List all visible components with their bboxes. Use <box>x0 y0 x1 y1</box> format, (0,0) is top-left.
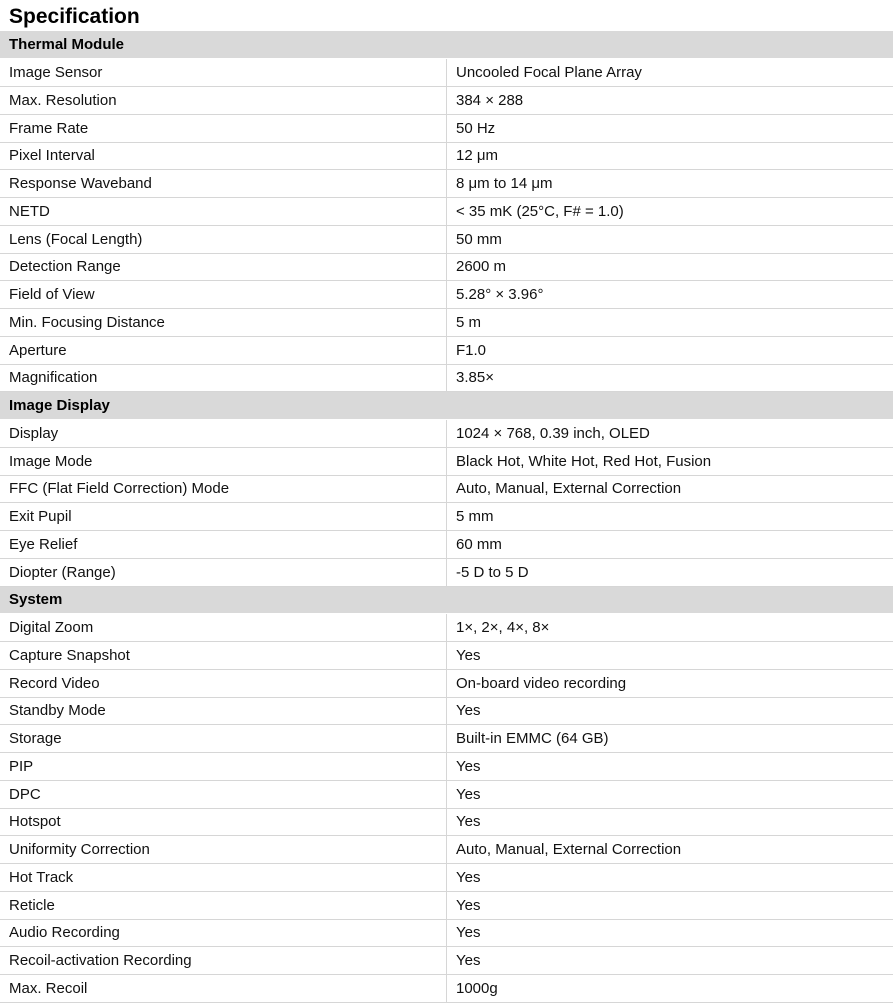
spec-label: DPC <box>0 780 447 808</box>
spec-row <box>0 142 893 170</box>
spec-label: Diopter (Range) <box>0 558 447 586</box>
spec-row <box>0 87 893 115</box>
spec-label: Reticle <box>0 891 447 919</box>
section-header-row <box>0 392 893 420</box>
spec-label: Pixel Interval <box>0 142 447 170</box>
spec-value: Yes <box>447 947 893 975</box>
spec-label: Digital Zoom <box>0 614 447 642</box>
section-header-row <box>0 586 893 614</box>
spec-label: Detection Range <box>0 253 447 281</box>
spec-row <box>0 309 893 337</box>
spec-value: Yes <box>447 780 893 808</box>
spec-value: 50 Hz <box>447 114 893 142</box>
spec-row <box>0 558 893 586</box>
spec-value: Yes <box>447 864 893 892</box>
spec-row <box>0 669 893 697</box>
spec-value: Auto, Manual, External Correction <box>447 475 893 503</box>
spec-label: Max. Resolution <box>0 87 447 115</box>
spec-label: Uniformity Correction <box>0 836 447 864</box>
spec-row <box>0 725 893 753</box>
spec-row <box>0 336 893 364</box>
spec-value: 3.85× <box>447 364 893 392</box>
spec-label: Lens (Focal Length) <box>0 225 447 253</box>
section-title: System <box>0 586 893 614</box>
spec-row <box>0 59 893 87</box>
spec-value: F1.0 <box>447 336 893 364</box>
spec-value: 60 mm <box>447 531 893 559</box>
spec-value: 1×, 2×, 4×, 8× <box>447 614 893 642</box>
spec-row <box>0 836 893 864</box>
spec-value: 2600 m <box>447 253 893 281</box>
spec-value: 5.28° × 3.96° <box>447 281 893 309</box>
spec-value: 384 × 288 <box>447 87 893 115</box>
spec-row <box>0 475 893 503</box>
spec-label: Audio Recording <box>0 919 447 947</box>
spec-value: On-board video recording <box>447 669 893 697</box>
spec-row <box>0 447 893 475</box>
spec-label: Aperture <box>0 336 447 364</box>
spec-label: Hotspot <box>0 808 447 836</box>
spec-label: Hot Track <box>0 864 447 892</box>
spec-label: Field of View <box>0 281 447 309</box>
spec-row <box>0 891 893 919</box>
spec-row <box>0 281 893 309</box>
spec-row <box>0 753 893 781</box>
spec-row <box>0 114 893 142</box>
spec-table-body <box>0 31 893 1002</box>
spec-value: Yes <box>447 697 893 725</box>
spec-value: -5 D to 5 D <box>447 558 893 586</box>
spec-value: Yes <box>447 891 893 919</box>
spec-label: Frame Rate <box>0 114 447 142</box>
section-title: Thermal Module <box>0 31 893 59</box>
spec-value: 1024 × 768, 0.39 inch, OLED <box>447 420 893 448</box>
spec-value: 5 m <box>447 309 893 337</box>
spec-row <box>0 531 893 559</box>
spec-row <box>0 697 893 725</box>
spec-row <box>0 503 893 531</box>
spec-value: Yes <box>447 642 893 670</box>
spec-label: Storage <box>0 725 447 753</box>
spec-label: Max. Recoil <box>0 975 447 1003</box>
spec-value: 1000g <box>447 975 893 1003</box>
section-title: Image Display <box>0 392 893 420</box>
spec-value: Black Hot, White Hot, Red Hot, Fusion <box>447 447 893 475</box>
spec-label: Standby Mode <box>0 697 447 725</box>
spec-label: Eye Relief <box>0 531 447 559</box>
spec-label: Image Mode <box>0 447 447 475</box>
spec-row <box>0 364 893 392</box>
spec-row <box>0 947 893 975</box>
spec-value: 5 mm <box>447 503 893 531</box>
spec-value: 8 μm to 14 μm <box>447 170 893 198</box>
spec-label: Record Video <box>0 669 447 697</box>
spec-value: Uncooled Focal Plane Array <box>447 59 893 87</box>
spec-label: Image Sensor <box>0 59 447 87</box>
spec-row <box>0 170 893 198</box>
spec-label: Capture Snapshot <box>0 642 447 670</box>
spec-value: Auto, Manual, External Correction <box>447 836 893 864</box>
section-header-row <box>0 31 893 59</box>
spec-value: Built-in EMMC (64 GB) <box>447 725 893 753</box>
spec-label: FFC (Flat Field Correction) Mode <box>0 475 447 503</box>
spec-row <box>0 808 893 836</box>
spec-row <box>0 919 893 947</box>
spec-label: Exit Pupil <box>0 503 447 531</box>
spec-row <box>0 253 893 281</box>
spec-value: Yes <box>447 753 893 781</box>
spec-row <box>0 614 893 642</box>
spec-value: 50 mm <box>447 225 893 253</box>
spec-row <box>0 198 893 226</box>
spec-value: Yes <box>447 808 893 836</box>
spec-label: NETD <box>0 198 447 226</box>
spec-row <box>0 975 893 1003</box>
spec-table <box>0 31 893 1003</box>
spec-row <box>0 780 893 808</box>
spec-value: Yes <box>447 919 893 947</box>
spec-row <box>0 420 893 448</box>
spec-value: 12 μm <box>447 142 893 170</box>
spec-row <box>0 864 893 892</box>
page-title: Specification <box>0 0 893 31</box>
spec-label: Magnification <box>0 364 447 392</box>
spec-label: PIP <box>0 753 447 781</box>
spec-label: Min. Focusing Distance <box>0 309 447 337</box>
spec-label: Response Waveband <box>0 170 447 198</box>
spec-label: Recoil-activation Recording <box>0 947 447 975</box>
spec-value: < 35 mK (25°C, F# = 1.0) <box>447 198 893 226</box>
spec-label: Display <box>0 420 447 448</box>
spec-row <box>0 642 893 670</box>
spec-row <box>0 225 893 253</box>
